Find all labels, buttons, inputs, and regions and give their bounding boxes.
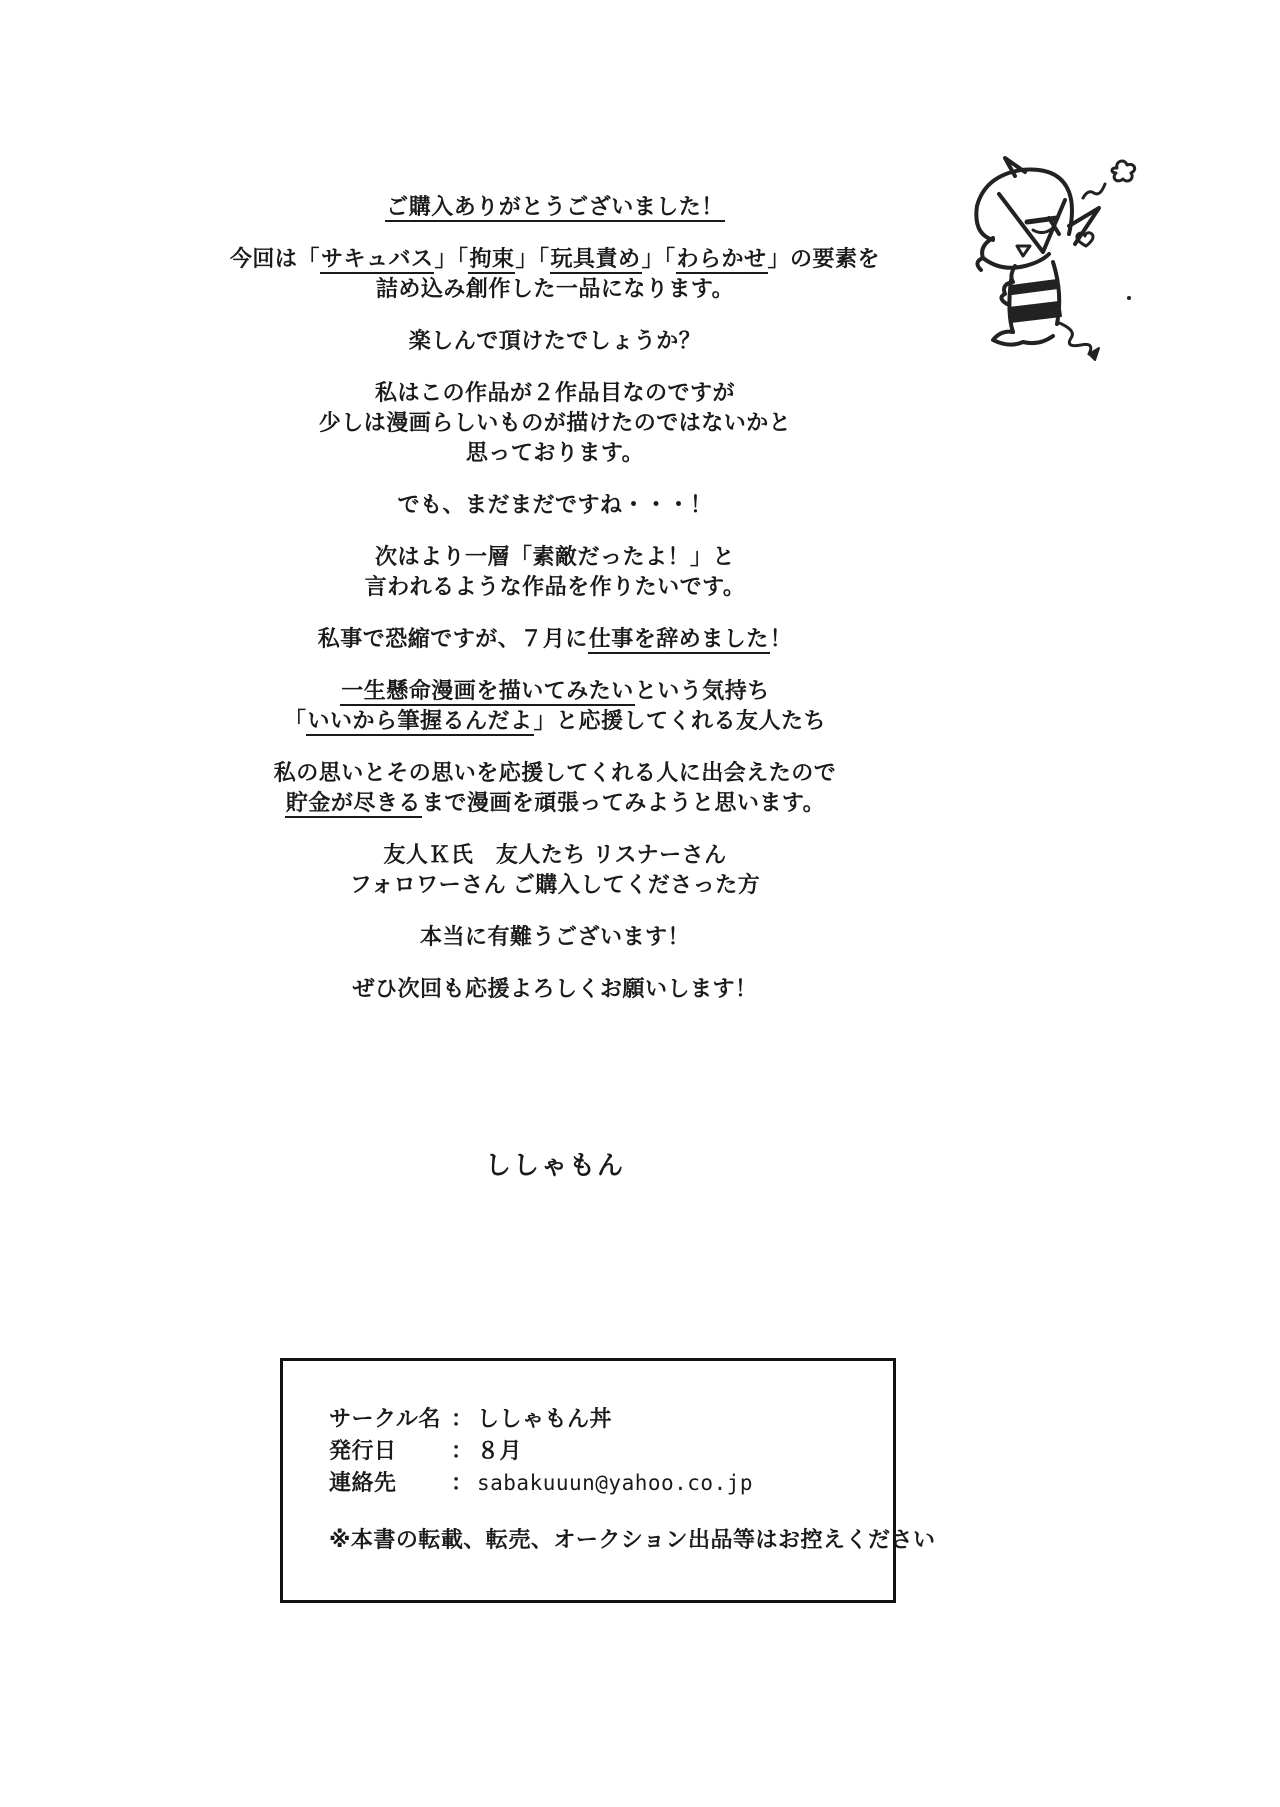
text-segment: 友人Ｋ氏 友人たち リスナーさん bbox=[383, 842, 727, 867]
text-segment: 私はこの作品が２作品目なのですが bbox=[374, 380, 735, 405]
paragraph bbox=[195, 326, 915, 356]
paragraph bbox=[195, 542, 915, 602]
text-segment: 本当に有難うございます！ bbox=[419, 924, 690, 949]
text-line bbox=[195, 408, 915, 438]
paragraph bbox=[195, 192, 915, 222]
colophon-separator: ： bbox=[451, 1470, 474, 1495]
chibi-doodle-svg bbox=[952, 146, 1162, 361]
text-line bbox=[195, 326, 915, 356]
text-line bbox=[195, 974, 915, 1004]
text-line bbox=[195, 870, 915, 900]
text-line bbox=[195, 192, 915, 222]
text-line bbox=[195, 572, 915, 602]
text-line bbox=[195, 624, 915, 654]
doodle-skirt bbox=[993, 332, 1053, 345]
text-segment: まで漫画を頑張ってみようと思います。 bbox=[421, 790, 826, 815]
text-segment: 」と応援してくれる友人たち bbox=[533, 708, 827, 733]
paragraph bbox=[195, 676, 915, 736]
text-segment: いいから筆握るんだよ bbox=[306, 708, 533, 736]
colophon-label: サークル名 bbox=[329, 1406, 441, 1431]
text-segment: 拘束 bbox=[468, 246, 515, 274]
colophon-row bbox=[329, 1403, 883, 1435]
text-segment: 思っております。 bbox=[465, 440, 645, 465]
text-line bbox=[195, 438, 915, 468]
text-line bbox=[195, 490, 915, 520]
text-line bbox=[195, 542, 915, 572]
text-segment: 」「 bbox=[434, 246, 469, 271]
text-segment: 貯金が尽きる bbox=[285, 790, 422, 818]
chibi-devil-character-doodle bbox=[952, 146, 1162, 361]
paragraph bbox=[195, 624, 915, 654]
author-signature: ししゃもん bbox=[484, 1150, 625, 1180]
text-line bbox=[195, 922, 915, 952]
text-segment: 」の要素を bbox=[767, 246, 881, 271]
text-line bbox=[195, 274, 915, 304]
colophon-value: ししゃもん丼 bbox=[477, 1406, 613, 1431]
text-segment: 一生懸命漫画を描いてみたい bbox=[340, 678, 635, 706]
doodle-hair-flip bbox=[977, 238, 993, 270]
doodle-tail bbox=[1057, 322, 1091, 354]
paragraph bbox=[195, 490, 915, 520]
paragraph bbox=[195, 244, 915, 304]
text-segment: 今回は「 bbox=[229, 246, 320, 271]
doodle-flower bbox=[1112, 161, 1135, 181]
text-segment: 」「 bbox=[641, 246, 676, 271]
paragraph bbox=[195, 378, 915, 468]
colophon-label: 発行日 bbox=[329, 1438, 397, 1463]
text-segment: 言われるような作品を作りたいです。 bbox=[364, 574, 746, 599]
text-line bbox=[195, 244, 915, 274]
text-segment: ぜひ次回も応援よろしくお願いします！ bbox=[352, 976, 758, 1001]
text-segment: 仕事を辞めました bbox=[588, 626, 770, 654]
colophon-note: ※本書の転載、転売、オークション出品等はお控えください bbox=[329, 1527, 936, 1552]
text-segment: 次はより一層「素敵だったよ！」と bbox=[374, 544, 735, 569]
text-line bbox=[195, 706, 915, 736]
doodle-squiggle bbox=[1083, 184, 1105, 198]
text-segment: 」「 bbox=[515, 246, 550, 271]
colophon-separator: ： bbox=[451, 1406, 474, 1431]
text-segment: 私事で恐縮ですが、７月に bbox=[317, 626, 588, 651]
colophon-value: sabakuuun@yahoo.co.jp bbox=[477, 1471, 754, 1495]
paragraph bbox=[195, 758, 915, 818]
paragraph bbox=[195, 974, 915, 1004]
afterword-body bbox=[195, 192, 915, 1180]
text-line bbox=[195, 840, 915, 870]
text-segment: でも、まだまだですね・・・！ bbox=[397, 492, 713, 517]
text-line bbox=[195, 758, 915, 788]
text-segment: という気持ち bbox=[634, 678, 770, 703]
text-segment: サキュバス bbox=[320, 246, 435, 274]
paragraph bbox=[195, 840, 915, 900]
text-segment: ご購入ありがとうございました！ bbox=[385, 194, 725, 222]
text-segment: 「 bbox=[283, 708, 307, 733]
doodle-dot bbox=[1127, 296, 1131, 300]
text-segment: わらかせ bbox=[676, 246, 768, 274]
colophon-value: ８月 bbox=[477, 1438, 523, 1463]
colophon-label: 連絡先 bbox=[329, 1470, 397, 1495]
text-line bbox=[195, 378, 915, 408]
colophon-row bbox=[329, 1435, 883, 1467]
text-segment: 玩具責め bbox=[550, 246, 642, 274]
text-segment: 私の思いとその思いを応援してくれる人に出会えたので bbox=[273, 760, 837, 785]
colophon-separator: ： bbox=[451, 1438, 474, 1463]
text-segment: 楽しんで頂けたでしょうか？ bbox=[408, 328, 702, 353]
text-segment: フォロワーさん ご購入してくださった方 bbox=[349, 872, 761, 897]
colophon-rows bbox=[329, 1403, 883, 1499]
colophon-row bbox=[329, 1467, 883, 1499]
colophon-box bbox=[280, 1358, 936, 1603]
text-line bbox=[195, 676, 915, 706]
doodle-stripe-2 bbox=[1009, 302, 1061, 322]
text-segment: ！ bbox=[769, 626, 793, 651]
text-line bbox=[195, 788, 915, 818]
doodle-mouth bbox=[1017, 246, 1030, 256]
text-segment: 少しは漫画らしいものが描けたのではないかと bbox=[318, 410, 792, 435]
paragraph bbox=[195, 922, 915, 952]
text-segment: 詰め込み創作した一品になります。 bbox=[375, 276, 735, 301]
doodle-stripe-1 bbox=[1011, 280, 1058, 294]
